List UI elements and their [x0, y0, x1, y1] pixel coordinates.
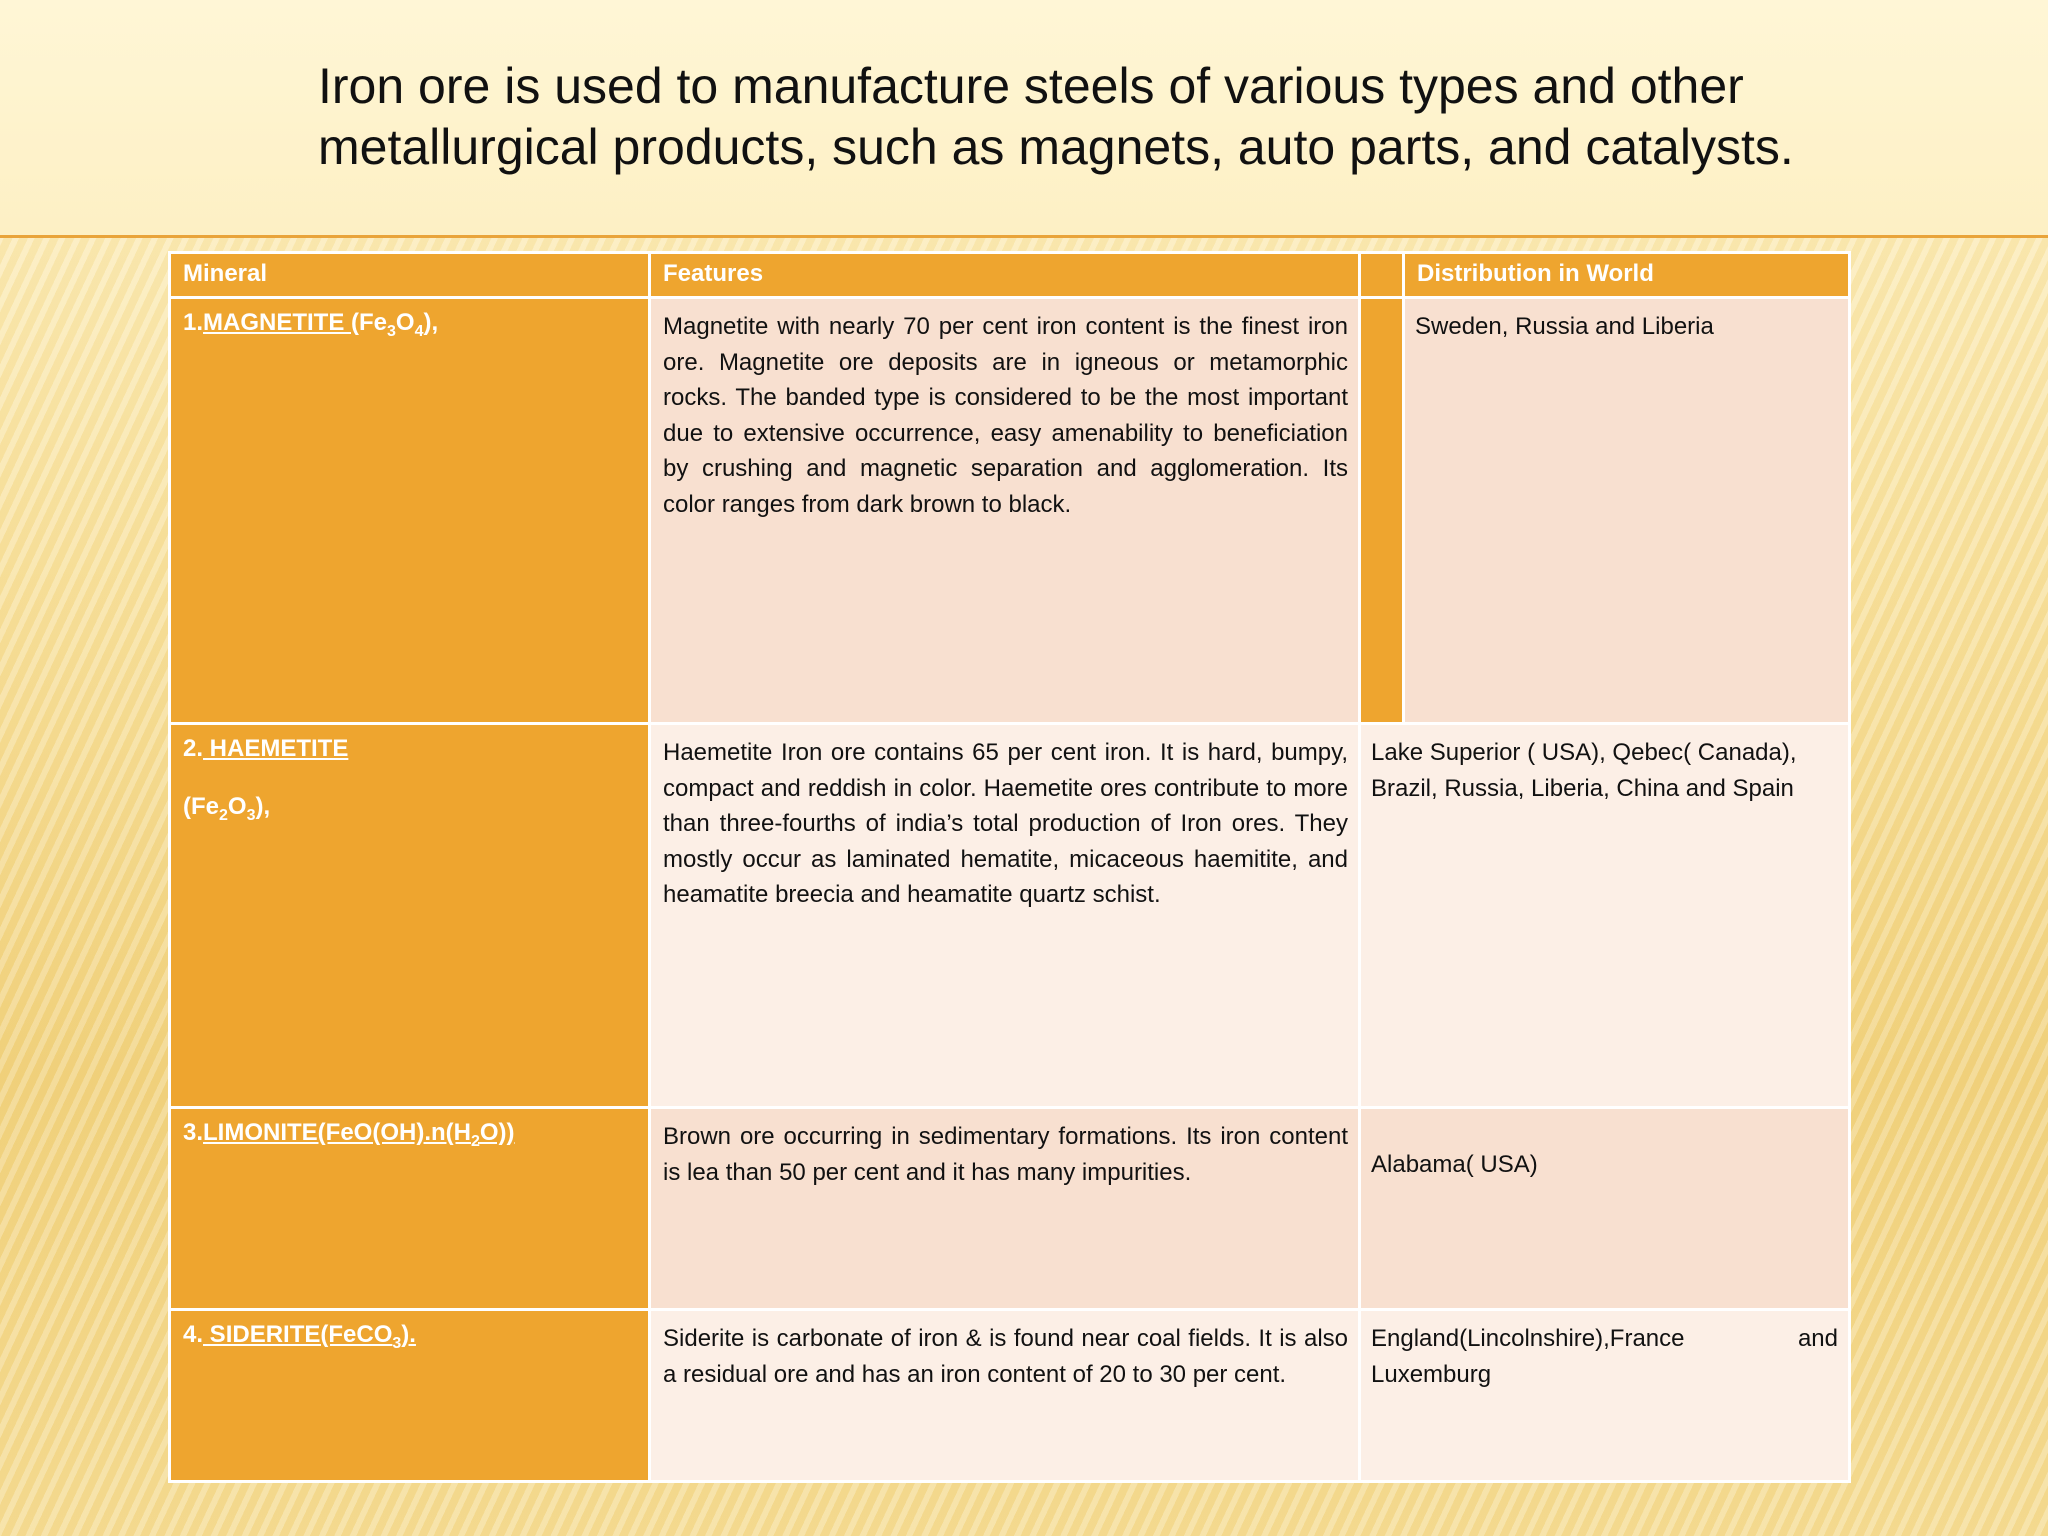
header-features: Features [650, 253, 1360, 298]
formula-part: ), [255, 793, 271, 820]
distribution-text: Luxemburg [1371, 1360, 1492, 1388]
formula-part[interactable]: ). [401, 1321, 416, 1348]
mineral-name-link[interactable] [203, 1321, 416, 1352]
table-header-row [170, 253, 1850, 298]
header-spacer [1360, 253, 1404, 298]
header-distribution: Distribution in World [1404, 253, 1850, 298]
table-row [170, 298, 1850, 724]
mineral-name-text[interactable]: LIMONITE(FeO(OH).n(H [203, 1119, 471, 1146]
formula-part: O [227, 793, 247, 820]
features-cell: Siderite is carbonate of iron & is found near coal fields. It is also a residual ore and has an iron content of 20 to 30 per cent. [650, 1310, 1360, 1482]
formula-subscript: 4 [414, 322, 424, 340]
iron-ore-table [168, 251, 1851, 1483]
formula-subscript: 3 [387, 322, 396, 340]
table-row [170, 1310, 1850, 1482]
distribution-text: Alabama( USA) [1371, 1151, 1538, 1178]
mineral-name-link[interactable]: MAGNETITE [203, 309, 352, 336]
formula-part: (Fe [183, 793, 219, 820]
formula-subscript[interactable]: 3 [392, 1334, 402, 1352]
table-row [170, 1108, 1850, 1310]
mineral-prefix: 4. [183, 1321, 204, 1348]
formula-subscript: 2 [219, 806, 228, 824]
features-cell: Haemetite Iron ore contains 65 per cent iron. It is hard, bumpy, compact and reddish in color. Haemetite ores contribute to more than three-fourths of india’s total production of Iron ores. They mostly occur as laminated hematite, micaceous haemitite, and heamatite breecia and heamatite quartz schist. [650, 724, 1360, 1108]
mineral-name-link[interactable]: HAEMETITE [203, 735, 349, 762]
mineral-name-link[interactable] [203, 1119, 515, 1150]
header-divider [0, 235, 2048, 238]
distribution-cell [1360, 1310, 1850, 1482]
mineral-cell-siderite [170, 1310, 650, 1482]
mineral-name-text[interactable]: SIDERITE(FeCO [203, 1321, 393, 1348]
mineral-cell-haemetite [170, 724, 650, 1108]
distribution-cell: Sweden, Russia and Liberia [1404, 298, 1850, 724]
distribution-cell [1360, 1108, 1850, 1310]
formula-part: (Fe [351, 309, 388, 336]
mineral-prefix: 1. [183, 309, 204, 336]
formula-part: O [395, 309, 415, 336]
distribution-text: England(Lincolnshire),France [1371, 1325, 1685, 1352]
table-row [170, 724, 1850, 1108]
distribution-cell: Lake Superior ( USA), Qebec( Canada), Brazil, Russia, Liberia, China and Spain [1360, 724, 1850, 1108]
mineral-prefix: 3. [183, 1119, 204, 1146]
header-mineral: Mineral [170, 253, 650, 298]
distribution-line [1371, 1321, 1838, 1357]
distribution-text: and [1797, 1325, 1838, 1352]
mineral-prefix: 2. [183, 735, 204, 762]
formula-subscript: 3 [246, 806, 256, 824]
mineral-cell-limonite [170, 1108, 650, 1310]
formula-part[interactable]: O)) [479, 1119, 515, 1146]
formula-subscript[interactable]: 2 [470, 1132, 480, 1150]
features-cell: Magnetite with nearly 70 per cent iron content is the finest iron ore. Magnetite ore deposits are in igneous or metamorphic rocks. The banded type is considered to be the most important due to extensive occurrence, easy amenability to beneficiation by crushing and magnetic separation and agglomeration. Its color ranges from dark brown to black. [650, 298, 1360, 724]
orange-spacer-bar [1360, 298, 1404, 724]
formula-part: ), [423, 309, 439, 336]
features-cell: Brown ore occurring in sedimentary formations. Its iron content is lea than 50 per cent and it has many impurities. [650, 1108, 1360, 1310]
slide-title: Iron ore is used to manufacture steels of various types and other metallurgical products, such as magnets, auto parts, and catalysts. [318, 58, 1794, 175]
mineral-cell-magnetite [170, 298, 650, 724]
